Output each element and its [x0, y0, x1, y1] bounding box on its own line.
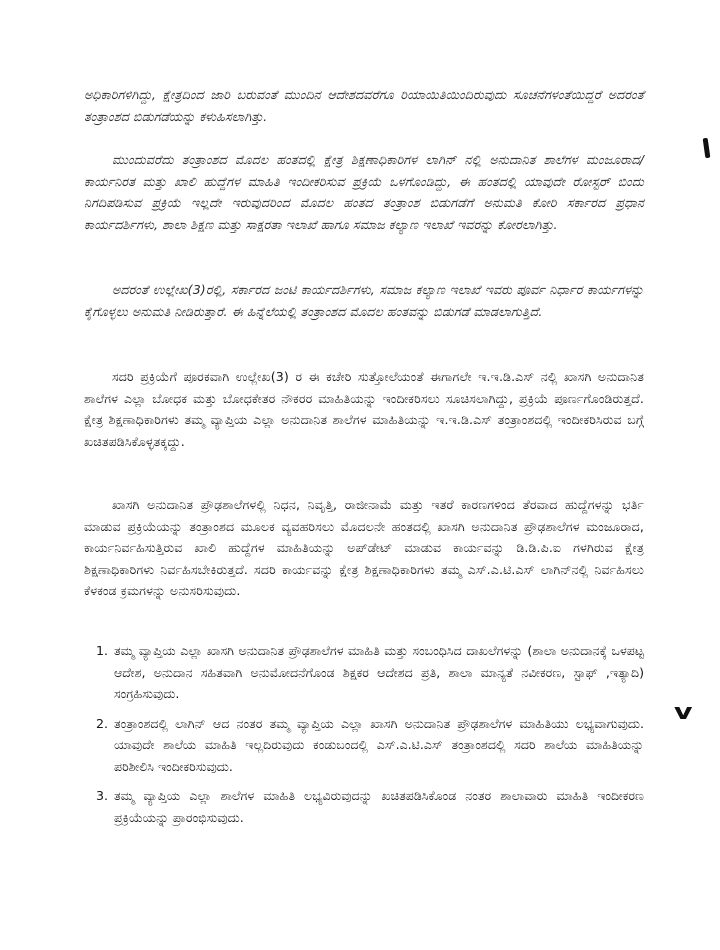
list-item	[84, 713, 644, 778]
paragraph-4: ಸದರಿ ಪ್ರಕ್ರಿಯೆಗೆ ಪೂರಕವಾಗಿ ಉಲ್ಲೇಖ(3) ರ ಈ ಕಚೇರಿ ಸುತ್ತೋಲೆಯಂತೆ ಈಗಾಗಲೇ ಇ.ಇ.ಡಿ.ಎಸ್ ನಲ್ಲಿ ಖಾಸಗಿ ಅನುದಾನಿತ ಶಾಲೆಗಳ ಎಲ್ಲಾ ಬೋಧಕ ಮತ್ತು ಬೋಧಕೇತರ ನೌಕರರ ಮಾಹಿತಿಯನ್ನು ಇಂದೀಕರಿಸಲು ಸೂಚಿಸಲಾಗಿದ್ದು, ಪ್ರಕ್ರಿಯೆ ಪೂರ್ಣಗೊಂಡಿರುತ್ತದೆ. ಕ್ಷೇತ್ರ ಶಿಕ್ಷಣಾಧಿಕಾರಿಗಳು ತಮ್ಮ ವ್ಯಾಪ್ತಿಯ ಎಲ್ಲಾ ಅನುದಾನಿತ ಶಾಲೆಗಳ ಮಾಹಿತಿಯನ್ನು ಇ.ಇ.ಡಿ.ಎಸ್ ತಂತ್ರಾಂಶದಲ್ಲಿ ಇಂದೀಕರಿಸಿರುವ ಬಗ್ಗೆ ಖಚಿತಪಡಿಸಿಕೊಳ್ಳತಕ್ಕದ್ದು.	[84, 369, 644, 449]
step-text: ತಂತ್ರಾಂಶದಲ್ಲಿ ಲಾಗಿನ್ ಆದ ನಂತರ ತಮ್ಮ ವ್ಯಾಪ್ತಿಯ ಎಲ್ಲಾ ಖಾಸಗಿ ಅನುದಾನಿತ ಪ್ರೌಢಶಾಲೆಗಳ ಮಾಹಿತಿಯು ಲಭ್ಯವಾಗುವುದು. ಯಾವುದೇ ಶಾಲೆಯ ಮಾಹಿತಿ ಇಲ್ಲದಿರುವುದು ಕಂಡುಬಂದಲ್ಲಿ ಎಸ್.ಎ.ಟಿ.ಎಸ್ ತಂತ್ರಾಂಶದಲ್ಲಿ ಸದರಿ ಶಾಲೆಯ ಮಾಹಿತಿಯನ್ನು ಪರಿಶೀಲಿಸಿ ಇಂದೀಕರಿಸುವುದು.	[114, 715, 644, 774]
margin-check-mark: v	[673, 700, 693, 725]
list-item	[84, 785, 644, 828]
step-number: 3.	[95, 788, 108, 803]
paragraph-3: ಅದರಂತೆ ಉಲ್ಲೇಖ(3)ರಲ್ಲಿ, ಸರ್ಕಾರದ ಜಂಟಿ ಕಾರ್ಯದರ್ಶಿಗಳು, ಸಮಾಜ ಕಲ್ಯಾಣ ಇಲಾಖೆ ಇವರು ಪೂರ್ವ ನಿರ್ಧಾರ ಕಾರ್ಯಗಳನ್ನು ಕೈಗೊಳ್ಳಲು ಅನುಮತಿ ನೀಡಿರುತ್ತಾರೆ. ಈ ಹಿನ್ನೆಲೆಯಲ್ಲಿ ತಂತ್ರಾಂಶದ ಮೊದಲ ಹಂತವನ್ನು ಬಿಡುಗಡೆ ಮಾಡಲಾಗುತ್ತಿದೆ.	[84, 282, 644, 319]
step-number: 1.	[95, 643, 108, 658]
paragraph-1: ಅಧಿಕಾರಿಗಳಿಗಿದ್ದು, ಕ್ಷೇತ್ರದಿಂದ ಜಾರಿ ಬರುವಂತೆ ಮುಂದಿನ ಆದೇಶದವರೆಗೂ ರಿಯಾಯಿತಿಯಿಂದಿರುವುದು ಸೂಚನೆಗಳಂತೆಯಿದ್ದರೆ ಅದರಂತೆ ತಂತ್ರಾಂಶದ ಬಿಡುಗಡೆಯನ್ನು ಕಳುಹಿಸಲಾಗಿತ್ತು.	[84, 87, 644, 124]
step-text: ತಮ್ಮ ವ್ಯಾಪ್ತಿಯ ಎಲ್ಲಾ ಶಾಲೆಗಳ ಮಾಹಿತಿ ಲಭ್ಯವಿರುವುದನ್ನು ಖಚಿತಪಡಿಸಿಕೊಂಡ ನಂತರ ಶಾಲಾವಾರು ಮಾಹಿತಿ ಇಂದೀಕರಣ ಪ್ರಕ್ರಿಯೆಯನ್ನು ಪ್ರಾರಂಭಿಸುವುದು.	[114, 788, 644, 825]
paragraph-5: ಖಾಸಗಿ ಅನುದಾನಿತ ಪ್ರೌಢಶಾಲೆಗಳಲ್ಲಿ ನಿಧನ, ನಿವೃತ್ತಿ, ರಾಜೀನಾಮೆ ಮತ್ತು ಇತರೆ ಕಾರಣಗಳಿಂದ ತೆರವಾದ ಹುದ್ದೆಗಳನ್ನು ಭರ್ತಿ ಮಾಡುವ ಪ್ರಕ್ರಿಯೆಯನ್ನು ತಂತ್ರಾಂಶದ ಮೂಲಕ ವ್ಯವಹರಿಸಲು ಮೊದಲನೇ ಹಂತದಲ್ಲಿ ಖಾಸಗಿ ಅನುದಾನಿತ ಪ್ರೌಢಶಾಲೆಗಳ ಮಂಜೂರಾದ, ಕಾರ್ಯನಿರ್ವಹಿಸುತ್ತಿರುವ ಖಾಲಿ ಹುದ್ದೆಗಳ ಮಾಹಿತಿಯನ್ನು ಅಪ್‌ಡೇಟ್ ಮಾಡುವ ಕಾರ್ಯವನ್ನು ಡಿ.ಡಿ.ಪಿ.ಐ ಗಳಗಿರುವ ಕ್ಷೇತ್ರ ಶಿಕ್ಷಣಾಧಿಕಾರಿಗಳು ನಿರ್ವಹಿಸಬೇಕಿರುತ್ತದೆ. ಸದರಿ ಕಾರ್ಯವನ್ನು ಕ್ಷೇತ್ರ ಶಿಕ್ಷಣಾಧಿಕಾರಿಗಳು ತಮ್ಮ ಎಸ್.ಎ.ಟಿ.ಎಸ್ ಲಾಗಿನ್‌ನಲ್ಲಿ ನಿರ್ವಹಿಸಲು ಕೆಳಕಂಡ ಕ್ರಮಗಳನ್ನು ಅನುಸರಿಸುವುದು.	[84, 497, 644, 598]
paragraph-2: ಮುಂದುವರೆದು ತಂತ್ರಾಂಶದ ಮೊದಲ ಹಂತದಲ್ಲಿ ಕ್ಷೇತ್ರ ಶಿಕ್ಷಣಾಧಿಕಾರಿಗಳ ಲಾಗಿನ್ ನಲ್ಲಿ ಅನುದಾನಿತ ಶಾಲೆಗಳ ಮಂಜೂರಾದ/ ಕಾರ್ಯನಿರತ ಮತ್ತು ಖಾಲಿ ಹುದ್ದೆಗಳ ಮಾಹಿತಿ ಇಂದೀಕರಿಸುವ ಪ್ರಕ್ರಿಯೆ ಒಳಗೊಂಡಿದ್ದು, ಈ ಹಂತದಲ್ಲಿ ಯಾವುದೇ ರೋಸ್ಟರ್ ಬಿಂದು ನಿಗದಿಪಡಿಸುವ ಪ್ರಕ್ರಿಯೆ ಇಲ್ಲದೇ ಇರುವುದರಿಂದ ಮೊದಲ ಹಂತದ ತಂತ್ರಾಂಶ ಬಿಡುಗಡೆಗೆ ಅನುಮತಿ ಕೋರಿ ಸರ್ಕಾರದ ಪ್ರಧಾನ ಕಾರ್ಯದರ್ಶಿಗಳು, ಶಾಲಾ ಶಿಕ್ಷಣ ಮತ್ತು ಸಾಕ್ಷರತಾ ಇಲಾಖೆ ಹಾಗೂ ಸಮಾಜ ಕಲ್ಯಾಣ ಇಲಾಖೆ ಇವರನ್ನು ಕೋರಲಾಗಿತ್ತು.	[84, 152, 644, 232]
step-text: ತಮ್ಮ ವ್ಯಾಪ್ತಿಯ ಎಲ್ಲಾ ಖಾಸಗಿ ಅನುದಾನಿತ ಪ್ರೌಢಶಾಲೆಗಳ ಮಾಹಿತಿ ಮತ್ತು ಸಂಬಂಧಿಸಿದ ದಾಖಲೆಗಳನ್ನು (ಶಾಲಾ ಅನುದಾನಕ್ಕೆ ಒಳಪಟ್ಟ ಆದೇಶ, ಅನುದಾನ ಸಹಿತವಾಗಿ ಅನುಮೋದನೆಗೊಂಡ ಶಿಕ್ಷಕರ ಆದೇಶದ ಪ್ರತಿ, ಶಾಲಾ ಮಾನ್ಯತೆ ನವೀಕರಣ, ಸ್ಟಾಫ್ ,ಇತ್ಯಾದಿ) ಸಂಗ್ರಹಿಸುವುದು.	[114, 643, 644, 701]
list-item	[84, 640, 644, 705]
steps-list	[84, 640, 644, 836]
margin-tick-mark	[703, 138, 711, 159]
step-number: 2.	[95, 715, 108, 731]
